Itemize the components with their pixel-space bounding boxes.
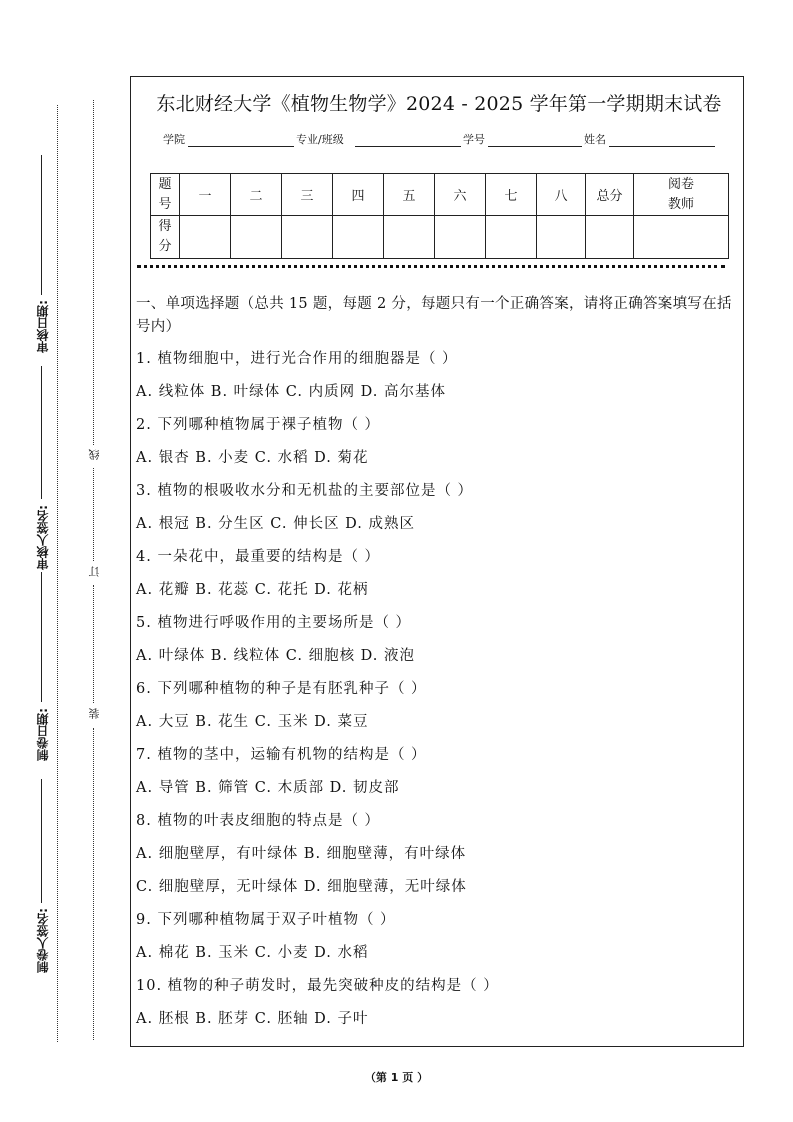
question-options: A. 根冠 B. 分生区 C. 伸长区 D. 成熟区 [136,516,416,532]
col-header: 八 [537,174,586,216]
question-options: A. 胚根 B. 胚芽 C. 胚轴 D. 子叶 [136,1011,369,1027]
score-table [150,173,729,259]
page-number: （第 1 页 ） [364,1071,429,1084]
score-cell[interactable] [180,216,231,259]
question-stem: 7. 植物的茎中，运输有机物的结构是（ ） [136,747,427,763]
question-options: A. 线粒体 B. 叶绿体 C. 内质网 D. 高尔基体 [136,384,447,400]
question-options: A. 大豆 B. 花生 C. 玉米 D. 菜豆 [136,714,369,730]
exam-title: 东北财经大学《植物生物学》2024 - 2025 学年第一学期期末试卷 [156,93,722,115]
col-header: 二 [231,174,282,216]
col-header: 三 [282,174,333,216]
binding-order-char: 订 [88,566,101,577]
binding-dotted-line-inner-2 [93,468,94,561]
maker-date-label: 制卷日期: [36,708,50,761]
score-cell[interactable] [231,216,282,259]
question-options: A. 导管 B. 筛管 C. 木质部 D. 韧皮部 [136,780,400,796]
question-stem: 1. 植物细胞中，进行光合作用的细胞器是（ ） [136,351,458,367]
score-cell[interactable] [486,216,537,259]
score-cell[interactable] [282,216,333,259]
question-stem: 4. 一朵花中，最重要的结构是（ ） [136,549,381,565]
maker-sign-label: 制卷人签名: [36,908,50,973]
question-stem: 9. 下列哪种植物属于双子叶植物（ ） [136,912,396,928]
binding-dotted-line-inner [93,100,94,445]
binding-bind-char: 装 [88,708,101,719]
question-options: A. 棉花 B. 玉米 C. 小麦 D. 水稻 [136,945,369,961]
score-label: 得分 [158,219,172,254]
question-stem: 6. 下列哪种植物的种子是有胚乳种子（ ） [136,681,427,697]
name-label: 姓名 [584,133,606,146]
reviewer-sign-line[interactable] [41,366,42,499]
score-cell-total[interactable] [586,216,634,259]
reviewer-sign-label: 审核人签名: [36,505,50,570]
row-header-question [151,174,180,216]
question-options: A. 叶绿体 B. 线粒体 C. 细胞核 D. 液泡 [136,648,416,664]
col-header-total: 总分 [586,174,634,216]
question-stem: 2. 下列哪种植物属于裸子植物（ ） [136,417,381,433]
question-section [136,293,736,1040]
question-options: A. 细胞壁厚，有叶绿体 B. 细胞壁薄，有叶绿体 [136,846,467,862]
row-header-score [151,216,180,259]
score-cell[interactable] [384,216,435,259]
question-options: A. 银杏 B. 小麦 C. 水稻 D. 菊花 [136,450,369,466]
col-header: 七 [486,174,537,216]
major-field[interactable] [355,146,461,147]
question-stem: 3. 植物的根吸收水分和无机盐的主要部位是（ ） [136,483,474,499]
question-options: C. 细胞壁厚，无叶绿体 D. 细胞壁薄，无叶绿体 [136,879,467,895]
maker-sign-line[interactable] [41,779,42,903]
score-cell[interactable] [333,216,384,259]
col-header-reviewer [634,174,729,216]
section-heading: 一、单项选择题（总共 15 题，每题 2 分，每题只有一个正确答案，请将正确答案填写在括号内） [136,296,732,335]
reviewer-cell[interactable] [634,216,729,259]
binding-dotted-line-inner-3 [93,585,94,703]
col-header: 一 [180,174,231,216]
reviewer-date-label: 审核日期: [36,300,50,353]
col-header: 五 [384,174,435,216]
question-options: A. 花瓣 B. 花蕊 C. 花托 D. 花柄 [136,582,369,598]
col-header: 四 [333,174,384,216]
col-header: 六 [435,174,486,216]
student-id-label: 学号 [463,133,485,146]
college-field[interactable] [188,146,294,147]
binding-line-char: 线 [88,449,101,460]
college-label: 学院 [163,133,185,146]
question-stem: 10. 植物的种子萌发时，最先突破种皮的结构是（ ） [136,978,499,994]
name-field[interactable] [609,146,715,147]
reviewer-date-line[interactable] [41,155,42,295]
score-cell[interactable] [435,216,486,259]
dotted-separator [137,265,725,268]
question-stem: 8. 植物的叶表皮细胞的特点是（ ） [136,813,381,829]
major-label: 专业/班级 [296,133,344,146]
question-stem: 5. 植物进行呼吸作用的主要场所是（ ） [136,615,412,631]
student-id-field[interactable] [488,146,582,147]
maker-date-line[interactable] [41,572,42,702]
binding-dotted-line-outer [57,105,58,1042]
score-cell[interactable] [537,216,586,259]
binding-dotted-line-inner-4 [93,728,94,1040]
question-no-label: 题号 [158,176,172,212]
reviewer-teacher-label: 阅卷教师 [667,176,694,212]
